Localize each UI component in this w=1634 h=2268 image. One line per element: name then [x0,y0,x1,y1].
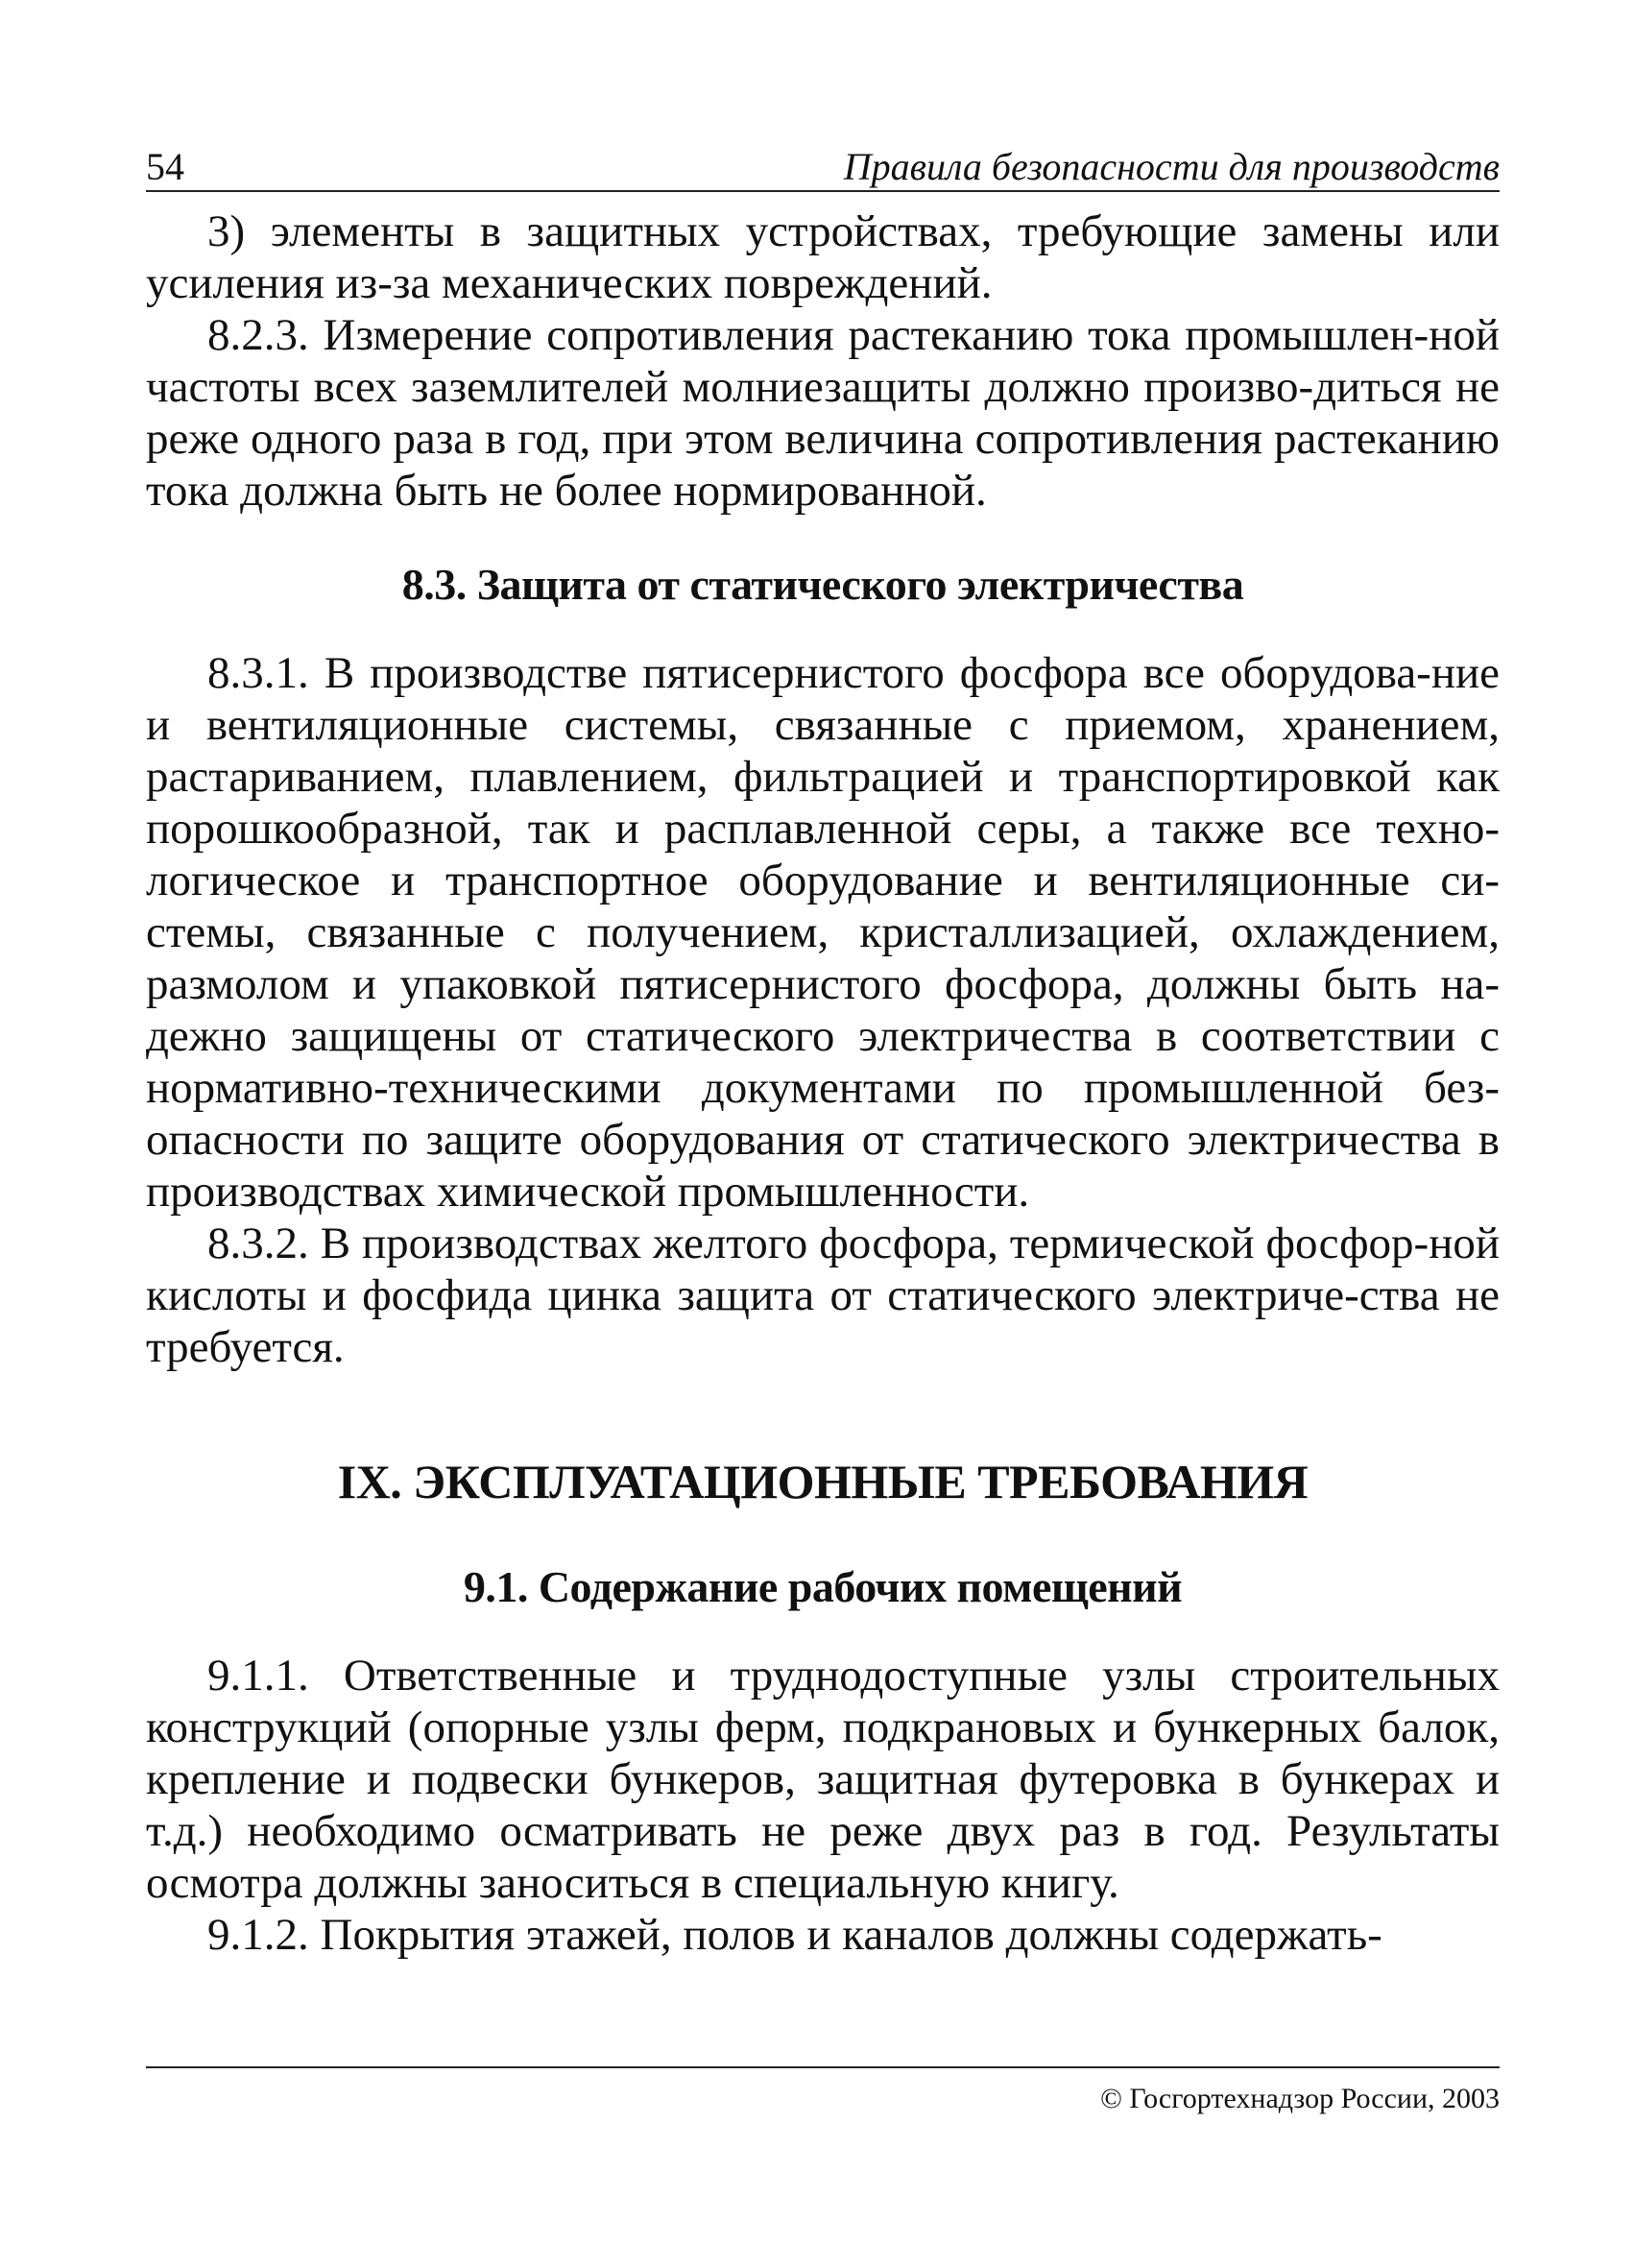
paragraph-8-3-1: 8.3.1. В производстве пятисернистого фосфора все оборудова-ние и вентиляционные системы, связанные с приемом, хранением, растариванием, плавлением, фильтрацией и транспортировкой как порошкообразной, так и расплавленной серы, а также все техно-логическое и транспортное оборудование и вентиляционные си-стемы, связанные с получением, кристаллизацией, охлаждением, размолом и упаковкой пятисернистого фосфора, должны быть на-дежно защищены от статического электричества в соответствии с нормативно-техническими документами по промышленной без-опасности по защите оборудования от статического электричества в производствах химической промышленности. [146,648,1500,1217]
paragraph-9-1-2: 9.1.2. Покрытия этажей, полов и каналов должны содержать- [207,1910,1382,1960]
running-header [146,134,1500,192]
paragraph-8-3-2: 8.3.2. В производствах желтого фосфора, термической фосфор-ной кислоты и фосфида цинка защита от статического электриче-ства не требуется. [146,1218,1500,1372]
page-content [146,205,1500,1961]
paragraph-item-3: 3) элементы в защитных устройствах, требующие замены или усиления из-за механических повреждений. [146,206,1500,308]
chapter-heading-ix: IX. ЭКСПЛУАТАЦИОННЫЕ ТРЕБОВАНИЯ [337,1455,1309,1508]
section-heading-9-1: 9.1. Содержание рабочих помещений [463,1562,1183,1611]
section-heading-8-3: 8.3. Защита от статического электричества [401,560,1244,609]
document-page [146,134,1500,1961]
page-number: 54 [146,145,184,188]
paragraph-9-1-1: 9.1.1. Ответственные и труднодоступные узлы строительных конструкций (опорные узлы ферм, подкрановых и бункерных балок, крепление и подвески бункеров, защитная футеровка в бункерах и т.д.) необходимо осматривать не реже двух раз в год. Результаты осмотра должны заноситься в специальную книгу. [146,1651,1500,1908]
copyright-notice: © Госгортехнадзор России, 2003 [1100,2083,1500,2114]
running-title: Правила безопасности для производств [843,145,1500,188]
footer-divider [146,2066,1500,2068]
paragraph-8-2-3: 8.2.3. Измерение сопротивления растеканию тока промышлен-ной частоты всех заземлителей молниезащиты должно произво-диться не реже одного раза в год, при этом величина сопротивления растеканию тока должна быть не более нормированной. [146,310,1500,516]
